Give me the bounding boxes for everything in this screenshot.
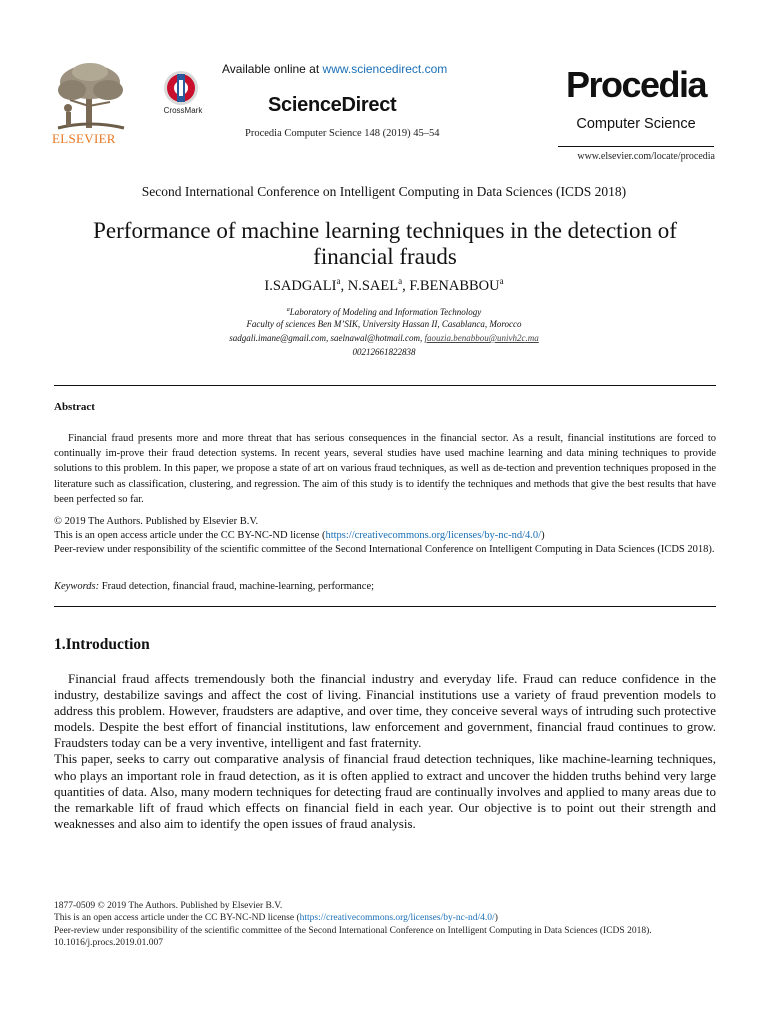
author-sup: a [499, 276, 504, 286]
affiliation-lab: Laboratory of Modeling and Information Technology [289, 307, 482, 317]
issn-line: 1877-0509 © 2019 The Authors. Published by Elsevier B.V. [54, 901, 283, 911]
author-name: I.SADGALI [264, 277, 337, 294]
sciencedirect-brand: ScienceDirect [268, 94, 397, 116]
paragraph: Financial fraud affects tremendously both the financial industry and everyday life. Fraud can reduce confidence in the industry, destabilize savings and affect the cost of living. Financial institutions use a variety of fraud prevention models to address this problem. However, fraudsters are adaptive, and over time, they conceive several ways of intruding such protective models. Despite the best effort of financial institutions, law enforcement and government, financial fraud continues to grow. Fraudsters today can be a very inventive, intelligent and fast fraternity. [54, 671, 716, 751]
introduction-body [54, 671, 716, 832]
keywords-label: Keywords: [54, 581, 100, 592]
affiliation-sup: a [286, 307, 290, 313]
emails-plain: sadgali.imane@gmail.com, saelnawal@hotmail.com, [229, 333, 425, 343]
abstract-license [54, 515, 716, 557]
journal-reference: Procedia Computer Science 148 (2019) 45–54 [245, 128, 440, 139]
crossmark-label: CrossMark [163, 106, 203, 115]
license-suffix: ) [541, 530, 545, 541]
keywords-list: Fraud detection, financial fraud, machine-learning, performance; [99, 581, 375, 592]
footer-license-suffix: ) [494, 913, 498, 924]
footer-peer-review: Peer-review under responsibility of the scientific committee of the Second International Conference on Intelligent Computing in Data Sciences (ICDS 2018). [54, 925, 652, 936]
sciencedirect-link[interactable]: www.sciencedirect.com [322, 62, 448, 76]
publisher-name: ELSEVIER [52, 131, 116, 146]
divider-bottom [54, 606, 716, 607]
copyright-line: © 2019 The Authors. Published by Elsevier B.V. [54, 516, 259, 527]
footer-license-link[interactable]: https://creativecommons.org/licenses/by-nc-nd/4.0/ [299, 913, 495, 924]
procedia-logo [558, 62, 714, 147]
author-separator: , [402, 277, 410, 294]
keywords [54, 581, 716, 592]
affiliation-phone: 00212661822838 [352, 347, 416, 357]
affiliation-faculty: Faculty of sciences Ben M’SIK, University Hassan II, Casablanca, Morocco [246, 319, 522, 329]
affiliation-lab-line [0, 304, 768, 319]
author-separator: , [340, 277, 348, 294]
license-line [54, 529, 716, 543]
author-list [0, 276, 768, 295]
footer-license-prefix: This is an open access article under the CC BY-NC-ND license ( [54, 913, 300, 924]
conference-name: Second International Conference on Intelligent Computing in Data Sciences (ICDS 2018) [141, 184, 627, 199]
abstract-body: Financial fraud presents more and more threat that has serious consequences in the financial sector. As a result, financial institutions are forced to continually im-prove their fraud detection systems. In recent years, several studies have used machine learning and data mining techniques to provide solutions to this problem. In this paper, we propose a state of art on various fraud techniques, as well as de-tection and prevention techniques proposed in the literature such as classification, clustering, and regression. The aim of this study is to identify the techniques and methods that give the best results that have been perfected so far. [54, 433, 716, 505]
author-sup: a [398, 276, 403, 286]
section-heading: 1.Introduction [54, 636, 150, 653]
procedia-subtitle: Computer Science [576, 116, 696, 132]
author-sup: a [336, 276, 341, 286]
divider-top [54, 385, 716, 386]
author-name: N.SAEL [347, 277, 399, 294]
license-prefix: This is an open access article under the CC BY-NC-ND license ( [54, 530, 326, 541]
procedia-url[interactable]: www.elsevier.com/locate/procedia [577, 151, 715, 162]
author-name: F.BENABBOU [409, 277, 500, 294]
peer-review-line: Peer-review under responsibility of the scientific committee of the Second International Conference on Intelligent Computing in Data Sciences (ICDS 2018). [54, 544, 715, 555]
email-link[interactable]: faouzia.benabbou@univh2c.ma [424, 333, 539, 343]
procedia-title: Procedia [565, 64, 707, 105]
doi[interactable]: 10.1016/j.procs.2019.01.007 [54, 938, 163, 949]
available-online [222, 62, 447, 76]
available-prefix: Available online at [222, 62, 323, 76]
page-footer [54, 900, 716, 950]
license-link[interactable]: https://creativecommons.org/licenses/by-nc-nd/4.0/ [325, 530, 542, 541]
paper-title: Performance of machine learning techniques in the detection of financial frauds [93, 218, 677, 269]
paragraph: This paper, seeks to carry out comparative analysis of financial fraud detection techniques, like machine-learning techniques, who plays an important role in fraud detection, as it is often applied to extract and uncover the hidden truths behind very large quantities of data. Also, many modern techniques for detecting fraud are continually involves and applied to many areas due to the remarkable lift of fraud which effects on financial field in each year. Our objective is to point out their strength and weaknesses and also aim to identify the open issues of fraud analysis. [54, 751, 716, 831]
abstract-heading: Abstract [54, 401, 95, 413]
footer-license-line [54, 912, 716, 924]
affiliation-emails [0, 332, 768, 345]
